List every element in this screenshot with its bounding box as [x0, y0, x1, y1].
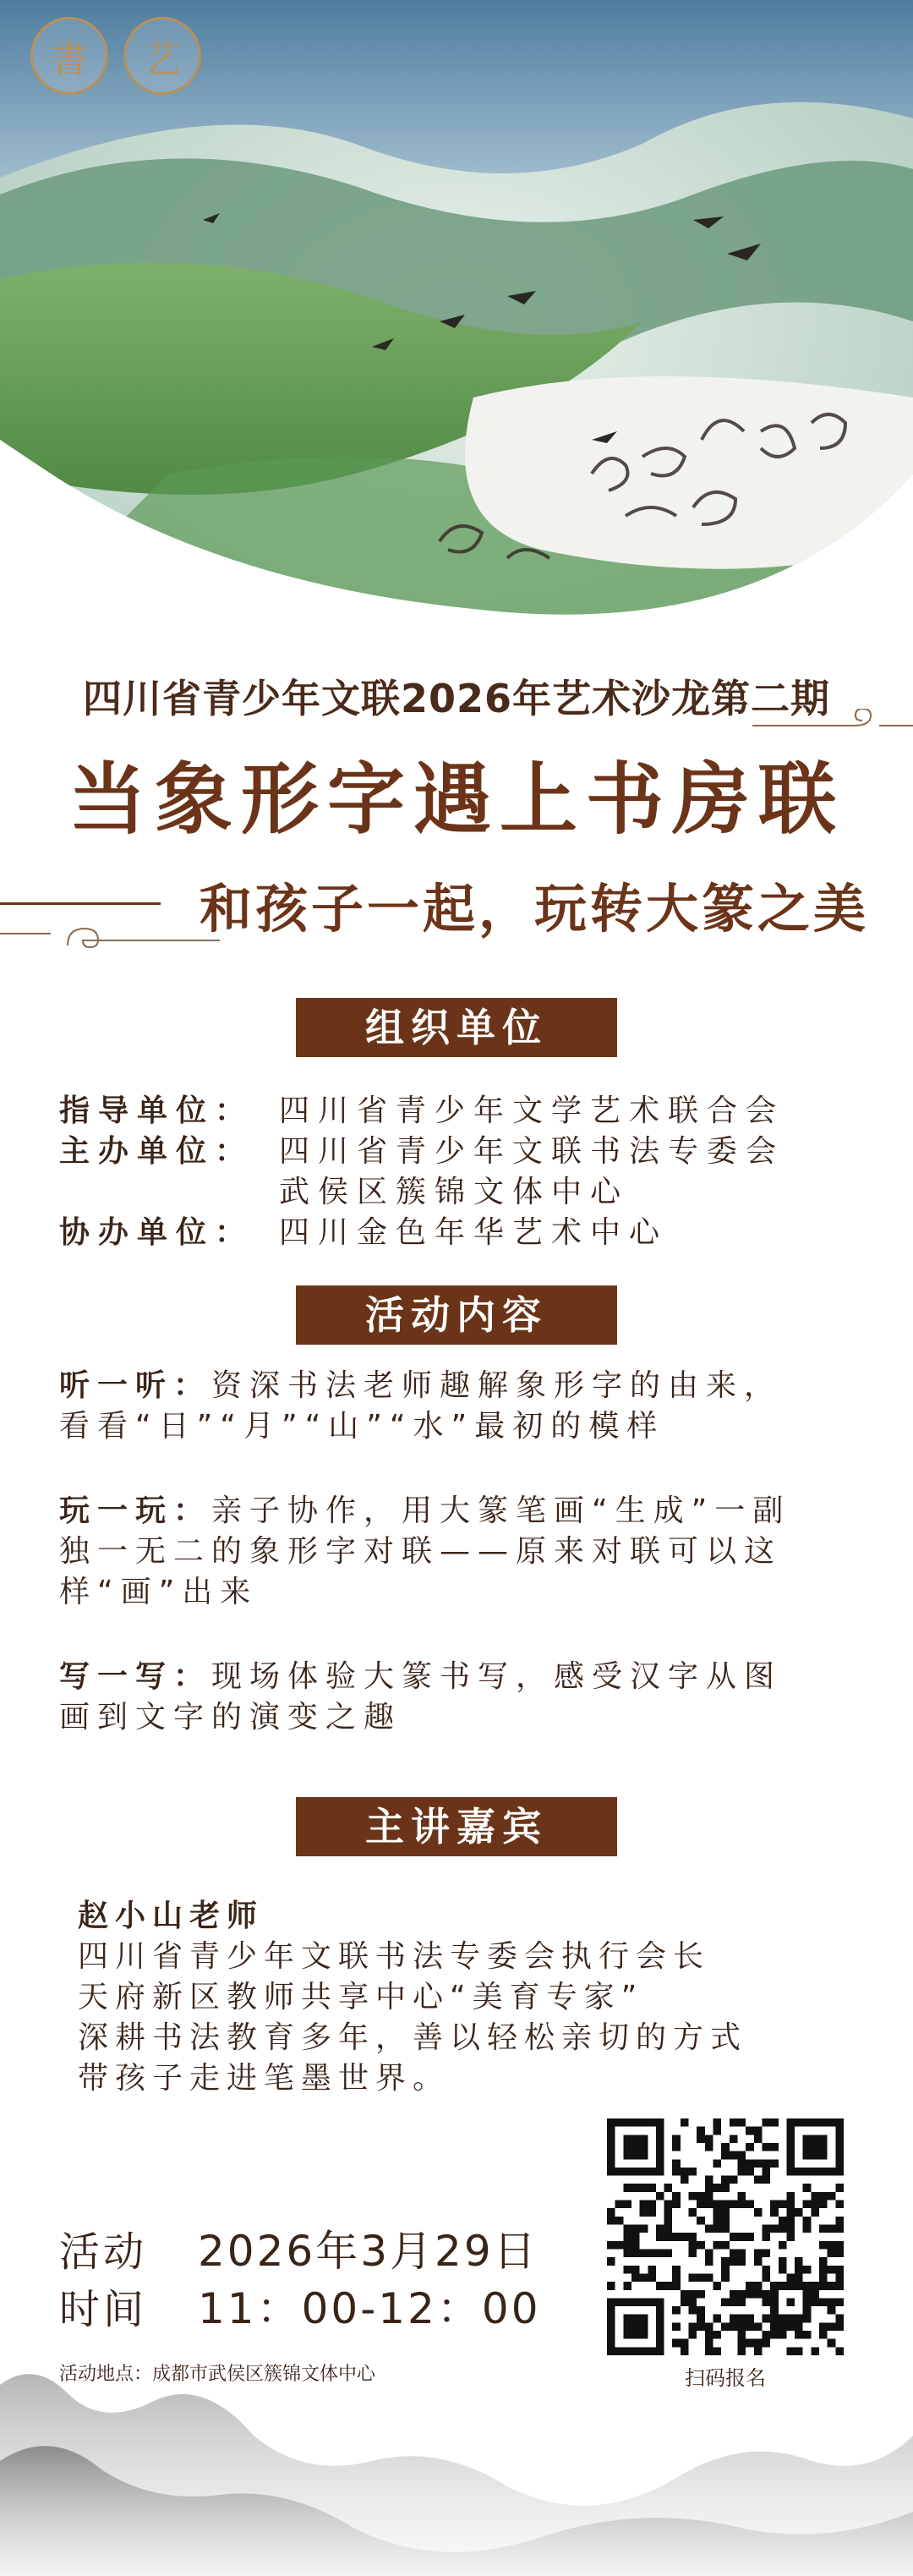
- speaker-name: 赵小山老师: [78, 1899, 265, 1933]
- organizer-value: 四川省青少年文联书法专委会: [279, 1134, 785, 1169]
- activity-list: [59, 1366, 820, 1782]
- speaker-line: 带孩子走进笔墨世界。: [78, 2061, 451, 2096]
- tagline-text: 和孩子一起，玩转大篆之美: [199, 878, 869, 940]
- organizer-value: 四川省青少年文学艺术联合会: [279, 1093, 785, 1128]
- speaker-line: 四川省青少年文联书法专委会执行会长: [78, 1939, 711, 1974]
- activity-label: 听一听：: [59, 1368, 212, 1403]
- logo-badge-shu: 書: [30, 17, 108, 95]
- qr-code-icon[interactable]: [607, 2118, 844, 2355]
- qr-caption: 扫码报名: [685, 2366, 766, 2390]
- ink-mountains: [0, 2334, 913, 2576]
- activity-item-play: [59, 1491, 820, 1613]
- tagline-dash: [0, 902, 161, 905]
- activity-text: 现场体验大篆书写，感受汉字从图画到文字的演变之趣: [59, 1659, 783, 1735]
- speaker-line: 深耕书法教育多年，善以轻松亲切的方式: [78, 2020, 748, 2055]
- landscape-painting: [0, 0, 913, 643]
- logo: [30, 17, 201, 95]
- event-subtitle: 四川省青少年文联2026年艺术沙龙第二期: [82, 676, 831, 721]
- cloud-ornament-right: [752, 709, 913, 734]
- cloud-ornament-left: [0, 922, 220, 956]
- event-time: [59, 2217, 541, 2332]
- activity-text: 资深书法老师趣解象形字的由来，看看“日”“月”“山”“水”最初的模样: [59, 1368, 783, 1444]
- section-header-organizers: 组织单位: [296, 998, 617, 1057]
- activity-label: 玩一玩：: [59, 1494, 212, 1528]
- activity-item-listen: [59, 1366, 820, 1447]
- logo-badge-yi: 艺: [123, 17, 201, 95]
- event-hours: 11：00-12：00: [198, 2284, 541, 2333]
- section-header-speaker: 主讲嘉宾: [296, 1797, 617, 1856]
- organizer-label: 主办单位：: [59, 1134, 254, 1169]
- activity-label: 写一写：: [59, 1659, 212, 1694]
- organizer-row-co: [59, 1213, 871, 1253]
- organizer-row-guide: [59, 1091, 871, 1132]
- activity-item-write: [59, 1657, 820, 1738]
- organizer-label: 协办单位：: [59, 1215, 254, 1250]
- organizers-list: [59, 1091, 871, 1253]
- activity-text: 亲子协作，用大篆笔画“生成”一副独一无二的象形字对联——原来对联可以这样“画”出来: [59, 1494, 791, 1609]
- speaker-line: 天府新区教师共享中心“美育专家”: [78, 1980, 644, 2014]
- section-header-activity: 活动内容: [296, 1285, 617, 1345]
- time-label-line1: 活动: [59, 2228, 148, 2276]
- organizer-label: 指导单位：: [59, 1093, 254, 1128]
- time-label-line2: 时间: [59, 2286, 148, 2333]
- event-location: 活动地点：成都市武侯区簇锦文体中心: [59, 2364, 376, 2385]
- organizer-value: 武侯区簇锦文体中心: [279, 1175, 630, 1209]
- organizer-row-host: [59, 1132, 871, 1213]
- event-title: 当象形字遇上书房联: [68, 754, 845, 845]
- organizer-value: 四川金色年华艺术中心: [279, 1215, 669, 1250]
- speaker-info: [78, 1896, 856, 2099]
- event-date: 2026年3月29日: [198, 2227, 539, 2276]
